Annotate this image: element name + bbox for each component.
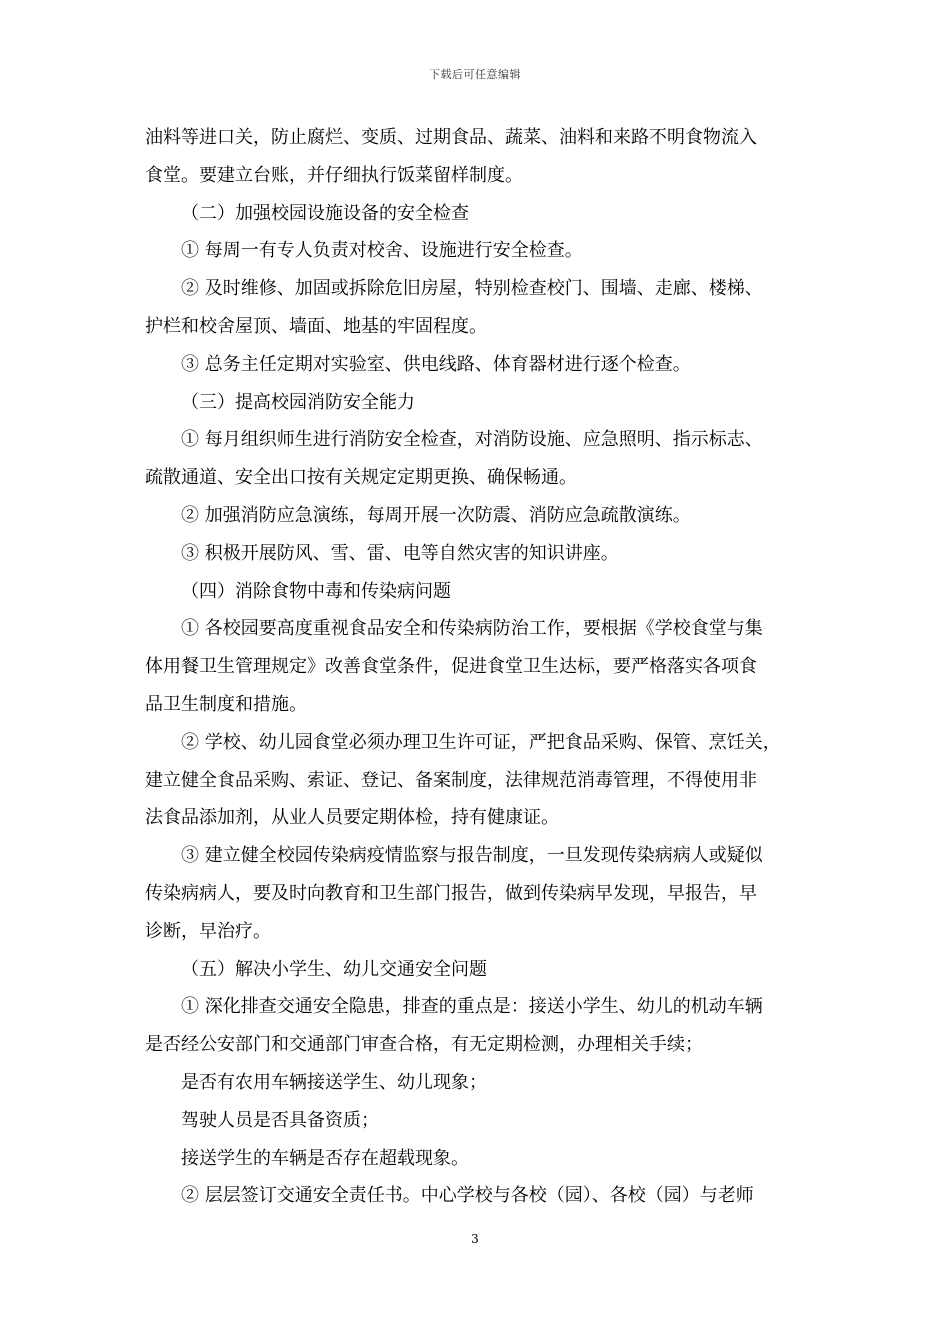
- page-number: 3: [471, 1232, 479, 1246]
- paragraph: [145, 421, 810, 459]
- paragraph: [145, 232, 810, 270]
- paragraph-line: 食堂。要建立台账，并仔细执行饭菜留样制度。: [145, 164, 523, 186]
- paragraph-line: 接送学生的车辆是否存在超载现象。: [181, 1147, 469, 1169]
- paragraph-line: （五）解决小学生、幼儿交通安全问题: [181, 958, 487, 980]
- paragraph-line: ③ 总务主任定期对实验室、供电线路、体育器材进行逐个检查。: [181, 353, 691, 375]
- paragraph-line: ① 每周一有专人负责对校舍、设施进行安全检查。: [181, 240, 583, 262]
- document-body: [145, 119, 810, 1215]
- paragraph-line: ② 学校、幼儿园食堂必须办理卫生许可证，严把食品采购、保管、烹饪关，: [181, 731, 781, 753]
- paragraph: [145, 346, 810, 384]
- paragraph-line: ① 深化排查交通安全隐患，排查的重点是：接送小学生、幼儿的机动车辆: [181, 996, 763, 1018]
- paragraph: [145, 1102, 810, 1140]
- paragraph: [145, 384, 810, 422]
- paragraph-line: ② 层层签订交通安全责任书。中心学校与各校（园）、各校（园）与老师: [181, 1185, 754, 1207]
- paragraph-line: 油料等进口关，防止腐烂、变质、过期食品、蔬菜、油料和来路不明食物流入: [145, 127, 757, 148]
- paragraph: [145, 195, 810, 233]
- paragraph-line: 传染病病人，要及时向教育和卫生部门报告，做到传染病早发现，早报告，早: [145, 882, 757, 904]
- page-header-watermark: 下载后可任意编辑: [429, 68, 521, 81]
- paragraph-line: ① 各校园要高度重视食品安全和传染病防治工作，要根据《学校食堂与集: [181, 618, 763, 640]
- paragraph: [145, 724, 810, 762]
- paragraph: [145, 497, 810, 535]
- paragraph-line: 驾驶人员是否具备资质；: [181, 1109, 379, 1131]
- paragraph-line: 诊断，早治疗。: [145, 920, 271, 942]
- paragraph: [145, 1177, 810, 1215]
- paragraph-line: 护栏和校舍屋顶、墙面、地基的牢固程度。: [145, 315, 487, 337]
- paragraph-line: 疏散通道、安全出口按有关规定定期更换、确保畅通。: [145, 467, 577, 489]
- paragraph: [145, 648, 810, 724]
- paragraph: [145, 988, 810, 1026]
- paragraph-line: 体用餐卫生管理规定》改善食堂条件，促进食堂卫生达标，要严格落实各项食: [145, 656, 757, 678]
- paragraph-line: ① 每月组织师生进行消防安全检查，对消防设施、应急照明、指示标志、: [181, 429, 763, 451]
- paragraph-line: ② 及时维修、加固或拆除危旧房屋，特别检查校门、围墙、走廊、楼梯、: [181, 278, 763, 300]
- paragraph: [145, 762, 810, 838]
- paragraph: [145, 119, 810, 195]
- paragraph: [145, 1026, 810, 1064]
- paragraph: [145, 1140, 810, 1178]
- paragraph-line: 建立健全食品采购、索证、登记、备案制度，法律规范消毒管理，不得使用非: [145, 769, 757, 791]
- paragraph: [145, 459, 810, 497]
- paragraph: [145, 1064, 810, 1102]
- paragraph: [145, 875, 810, 951]
- paragraph-line: ② 加强消防应急演练，每周开展一次防震、消防应急疏散演练。: [181, 504, 691, 526]
- paragraph: [145, 270, 810, 308]
- paragraph-line: 是否经公安部门和交通部门审查合格，有无定期检测，办理相关手续；: [145, 1034, 703, 1056]
- paragraph: [145, 837, 810, 875]
- paragraph: [145, 610, 810, 648]
- paragraph-line: （二）加强校园设施设备的安全检查: [181, 202, 469, 224]
- paragraph-line: （四）消除食物中毒和传染病问题: [181, 580, 451, 602]
- paragraph: [145, 535, 810, 573]
- paragraph-line: （三）提高校园消防安全能力: [181, 391, 415, 413]
- paragraph-line: 法食品添加剂，从业人员要定期体检，持有健康证。: [145, 807, 559, 829]
- paragraph: [145, 573, 810, 611]
- paragraph-line: ③ 建立健全校园传染病疫情监察与报告制度，一旦发现传染病病人或疑似: [181, 845, 763, 867]
- paragraph: [145, 951, 810, 989]
- paragraph-line: ③ 积极开展防风、雪、雷、电等自然灾害的知识讲座。: [181, 542, 619, 564]
- paragraph-line: 品卫生制度和措施。: [145, 693, 307, 715]
- paragraph-line: 是否有农用车辆接送学生、幼儿现象；: [181, 1071, 487, 1093]
- paragraph: [145, 308, 810, 346]
